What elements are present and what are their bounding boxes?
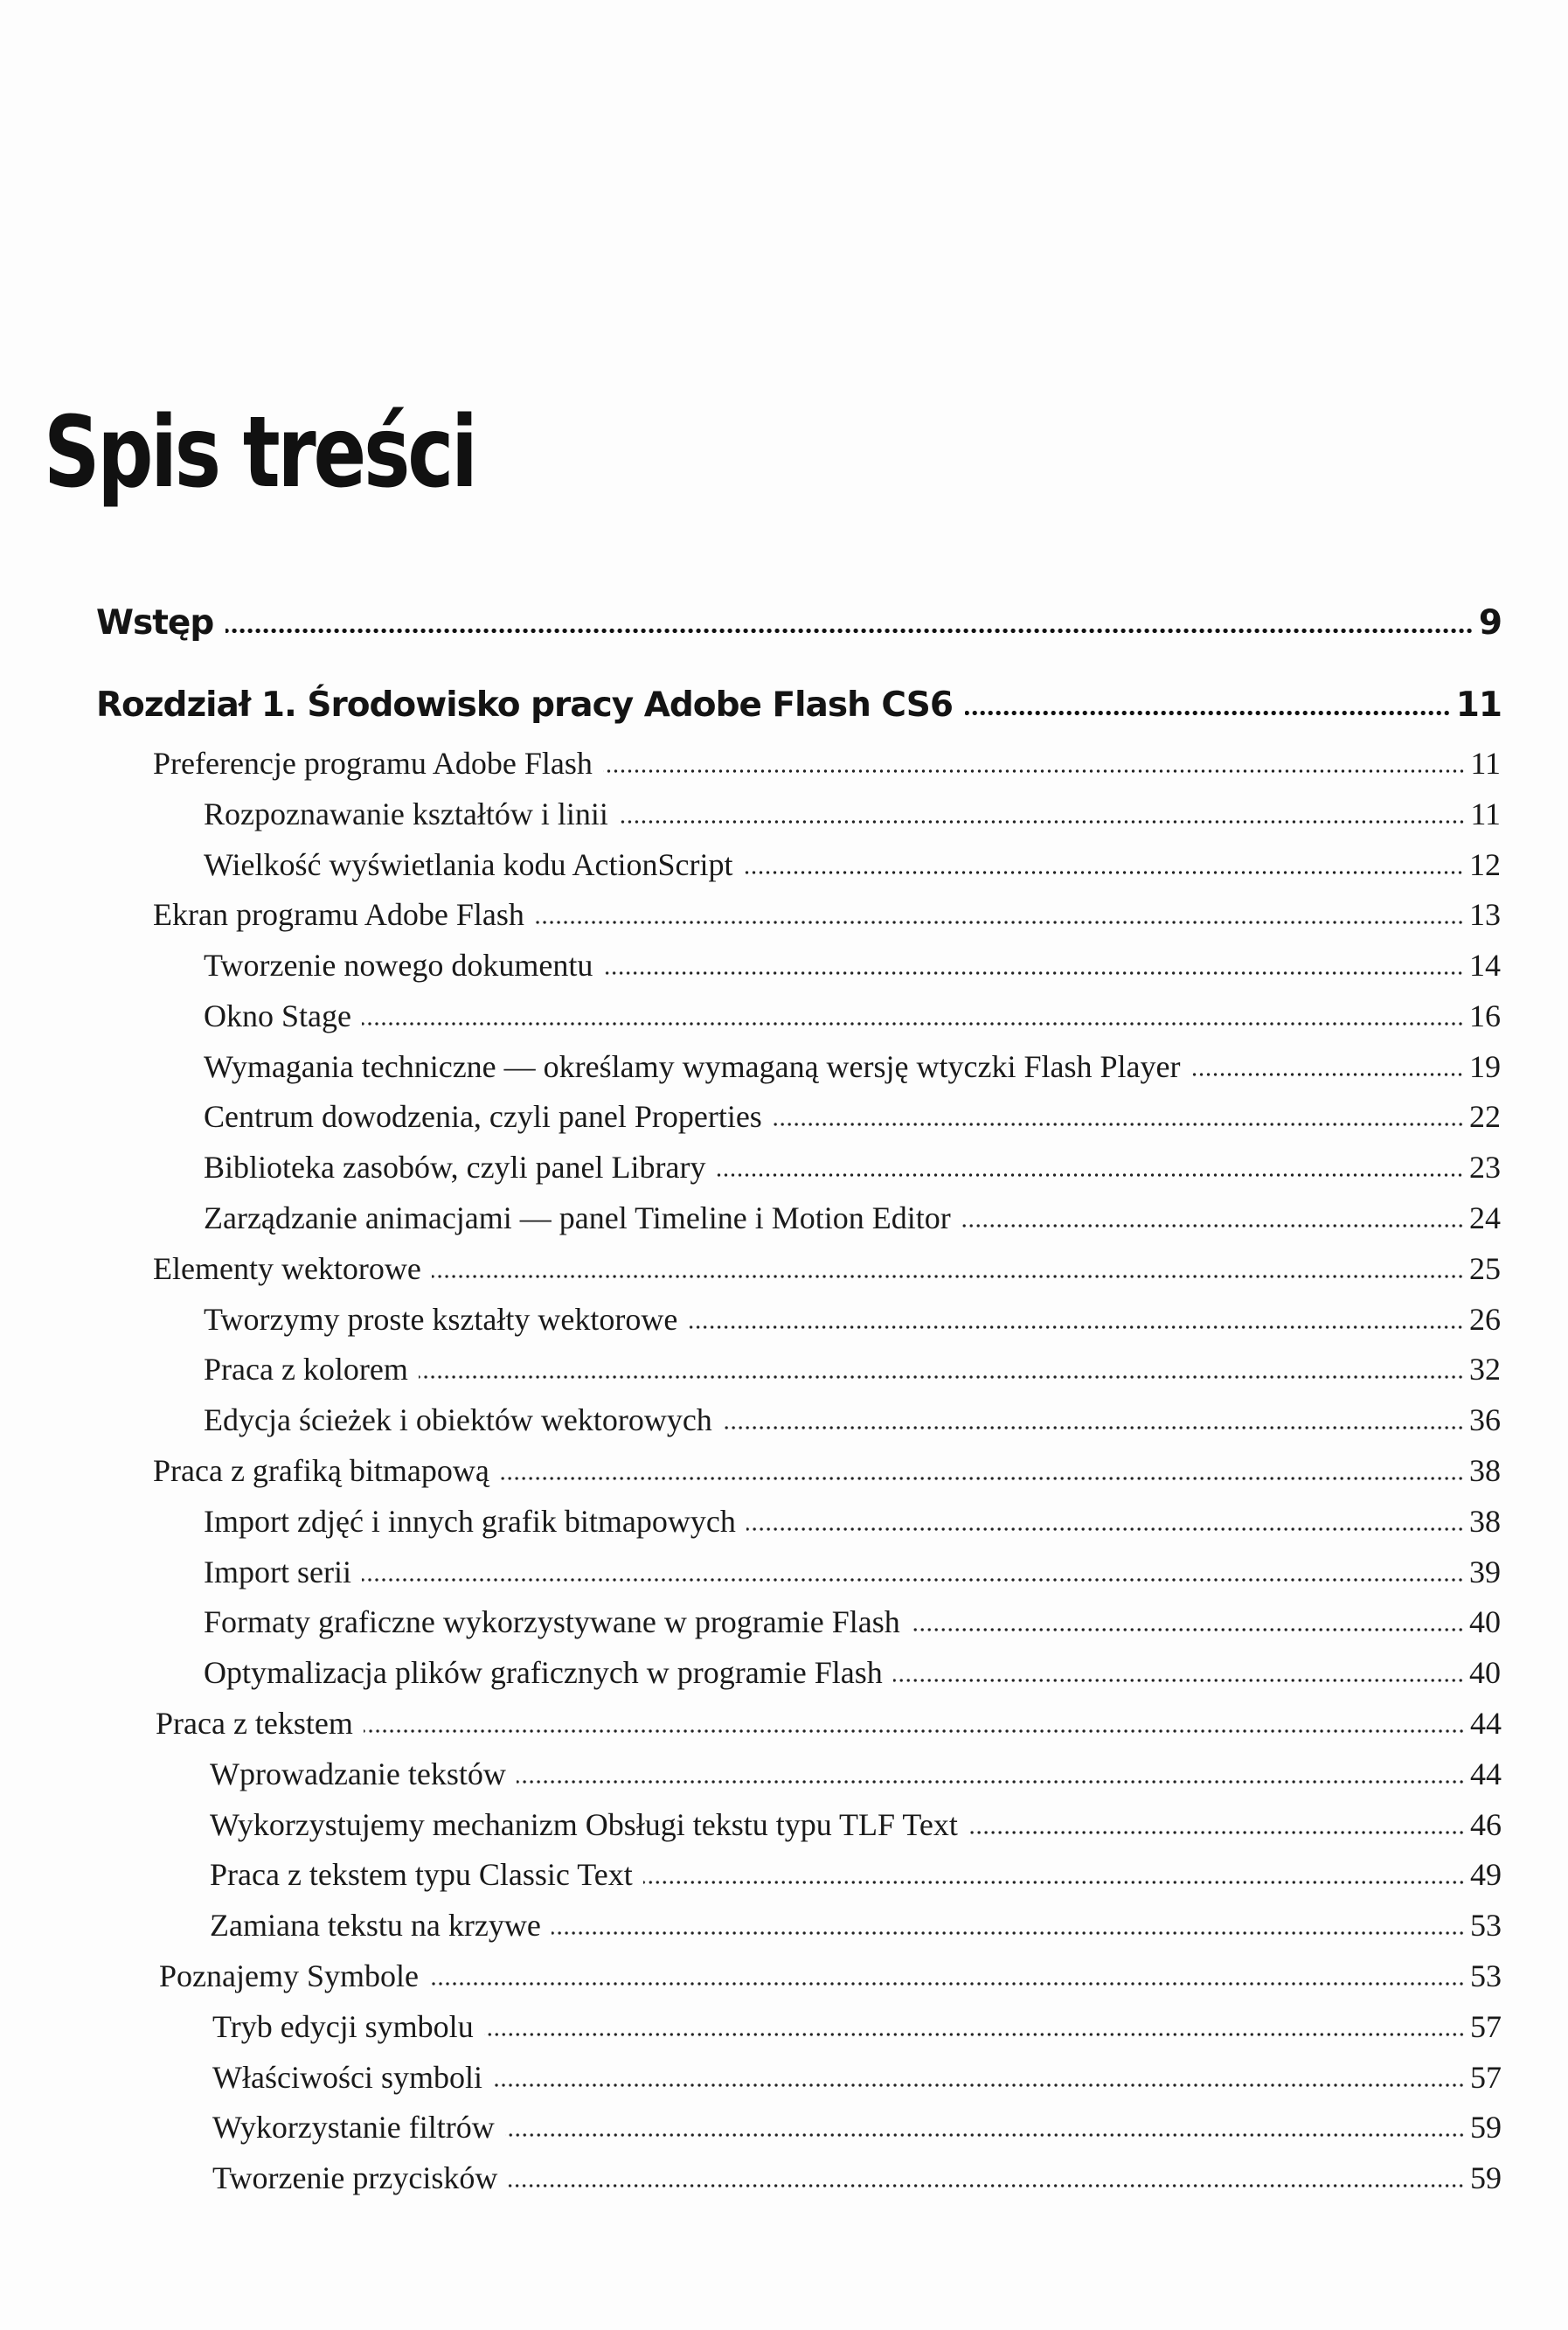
dot-leader [225,628,1474,634]
dot-leader [484,2032,1465,2037]
toc-entry-label: Wprowadzanie tekstów [210,1756,506,1791]
toc-entry-page: 24 [1469,1200,1501,1235]
toc-entry-page: 53 [1470,1908,1502,1943]
toc-entry-page: 22 [1469,1099,1501,1134]
toc-entry[interactable] [204,947,1501,984]
toc-entry[interactable] [204,1098,1501,1135]
toc-entry-label: Elementy wektorowe [153,1251,421,1286]
dot-leader [911,1627,1464,1632]
toc-entry-page: 32 [1469,1352,1501,1387]
toc-entry[interactable] [153,896,1501,933]
dot-leader [362,1021,1464,1026]
toc-entry[interactable] [204,1401,1501,1438]
toc-entry-label: Zarządzanie animacjami — panel Timeline i Motion Editor [204,1200,951,1235]
dot-leader [508,2183,1465,2188]
toc-entry[interactable] [212,2008,1502,2045]
dot-leader [535,920,1464,925]
toc-entry-page: 59 [1470,2160,1502,2195]
toc-entry-label: Tworzymy proste kształty wektorowe [204,1302,678,1337]
toc-entry-label: Wymagania techniczne — określamy wymaganą wersję wtyczki Flash Player [204,1049,1181,1084]
dot-leader [619,819,1465,824]
toc-entry-label: Rozpoznawanie kształtów i linii [204,796,608,831]
toc-entry-label: Okno Stage [204,998,351,1033]
toc-entry-page: 49 [1470,1857,1502,1892]
toc-entry-label: Praca z grafiką bitmapową [153,1453,489,1488]
toc-entry-label: Praca z tekstem [156,1706,353,1741]
dot-leader [364,1728,1465,1734]
toc-entry-page: 25 [1469,1251,1501,1286]
dot-leader [432,1274,1464,1279]
dot-leader [429,1981,1465,1986]
toc-entry-page: 40 [1469,1604,1501,1639]
toc-entry-label: Wykorzystanie filtrów [212,2110,495,2145]
toc-entry[interactable] [204,998,1501,1034]
toc-entry-page: 16 [1469,998,1501,1033]
toc-entry-label: Import zdjęć i innych grafik bitmapowych [204,1504,736,1539]
dot-leader [965,710,1451,716]
toc-entry[interactable] [212,2059,1502,2096]
toc-entry-label: Praca z tekstem typu Classic Text [210,1857,633,1892]
toc-entry-label: Zamiana tekstu na krzywe [210,1908,541,1943]
toc-entry-page: 23 [1469,1150,1501,1185]
toc-entry[interactable] [204,1603,1501,1640]
toc-entry-page: 57 [1470,2009,1502,2044]
toc-entry-label: Właściwości symboli [212,2060,482,2095]
toc-entry-label: Tworzenie nowego dokumentu [204,948,593,983]
toc-entry[interactable] [210,1806,1502,1843]
toc-entry[interactable] [204,1351,1501,1388]
toc-entry-label: Preferencje programu Adobe Flash [153,746,593,781]
dot-leader [746,1527,1464,1532]
toc-entry-page: 40 [1469,1655,1501,1690]
toc-entry-page: 11 [1455,685,1502,725]
dot-leader [968,1830,1465,1835]
toc-entry[interactable] [153,1452,1501,1489]
toc-entry-page: 38 [1469,1504,1501,1539]
toc-entry-page: 9 [1478,603,1502,643]
toc-entry-page: 13 [1469,897,1501,932]
toc-entry-page: 36 [1469,1402,1501,1437]
dot-leader [893,1678,1464,1683]
dot-leader [493,2083,1465,2088]
toc-entry-label: Wielkość wyświetlania kodu ActionScript [204,847,733,882]
toc-entry-label: Formaty graficzne wykorzystywane w programie Flash [204,1604,900,1639]
dot-leader [773,1122,1464,1127]
toc-entry[interactable] [204,1654,1501,1691]
dot-leader [961,1223,1464,1228]
toc-entry-label: Optymalizacja plików graficznych w programie Flash [204,1655,883,1690]
toc-entry[interactable] [204,1503,1501,1540]
toc-entry-page: 12 [1469,847,1501,882]
toc-entry-page: 38 [1469,1453,1501,1488]
toc-entry-page: 53 [1470,1958,1502,1993]
toc-entry-label: Ekran programu Adobe Flash [153,897,524,932]
toc-entry-intro[interactable] [96,603,1502,643]
toc-entry-label: Praca z kolorem [204,1352,408,1387]
toc-entry[interactable] [153,1250,1501,1287]
dot-leader [505,2132,1465,2138]
toc-entry[interactable] [210,1856,1502,1893]
toc-entry-label: Centrum dowodzenia, czyli panel Properties [204,1099,762,1134]
toc-entry[interactable] [212,2109,1502,2146]
toc-entry-page: 44 [1470,1706,1502,1741]
toc-entry[interactable] [153,745,1501,782]
toc-entry[interactable] [204,1149,1501,1186]
toc-entry[interactable] [204,1048,1501,1085]
dot-leader [552,1930,1465,1936]
toc-entry[interactable] [204,1554,1501,1590]
toc-entry-label: Rozdział 1. Środowisko pracy Adobe Flash CS6 [96,685,953,725]
toc-entry[interactable] [156,1705,1502,1742]
toc-entry[interactable] [204,796,1501,832]
toc-entry[interactable] [210,1907,1502,1944]
toc-entry-page: 39 [1469,1554,1501,1589]
toc-entry-label: Tworzenie przycisków [212,2160,498,2195]
dot-leader [603,970,1464,976]
toc-entry-page: 44 [1470,1756,1502,1791]
toc-entry-page: 59 [1470,2110,1502,2145]
toc-entry-label: Tryb edycji symbolu [212,2009,474,2044]
toc-entry-page: 26 [1469,1302,1501,1337]
dot-leader [643,1880,1465,1885]
dot-leader [743,870,1464,875]
toc-entry-page: 57 [1470,2060,1502,2095]
toc-entry[interactable] [204,846,1501,883]
toc-entry-page: 11 [1470,796,1501,831]
page-title: Spis treści [44,396,475,510]
dot-leader [362,1577,1464,1582]
toc-entry[interactable] [204,1301,1501,1338]
toc-entry-page: 19 [1469,1049,1501,1084]
toc-entry-page: 46 [1470,1807,1502,1842]
toc-entry-label: Biblioteka zasobów, czyli panel Library [204,1150,706,1185]
toc-entry-label: Edycja ścieżek i obiektów wektorowych [204,1402,712,1437]
dot-leader [419,1374,1464,1380]
dot-leader [1190,1072,1464,1077]
toc-entry[interactable] [210,1756,1502,1792]
dot-leader [500,1476,1464,1481]
dot-leader [688,1325,1464,1330]
toc-entry[interactable] [159,1958,1502,1994]
dot-leader [603,769,1465,774]
toc-entry-label: Import serii [204,1554,351,1589]
toc-entry-label: Poznajemy Symbole [159,1958,419,1993]
dot-leader [517,1779,1465,1784]
toc-entry-label: Wykorzystujemy mechanizm Obsługi tekstu typu TLF Text [210,1807,958,1842]
toc-entry-page: 11 [1470,746,1501,781]
toc-entry[interactable] [212,2160,1502,2196]
toc-entry-label: Wstęp [96,603,214,643]
dot-leader [723,1425,1464,1430]
dot-leader [716,1172,1464,1178]
toc-entry-chapter-1[interactable] [96,685,1502,725]
toc-entry[interactable] [204,1200,1501,1236]
toc-entry-page: 14 [1469,948,1501,983]
